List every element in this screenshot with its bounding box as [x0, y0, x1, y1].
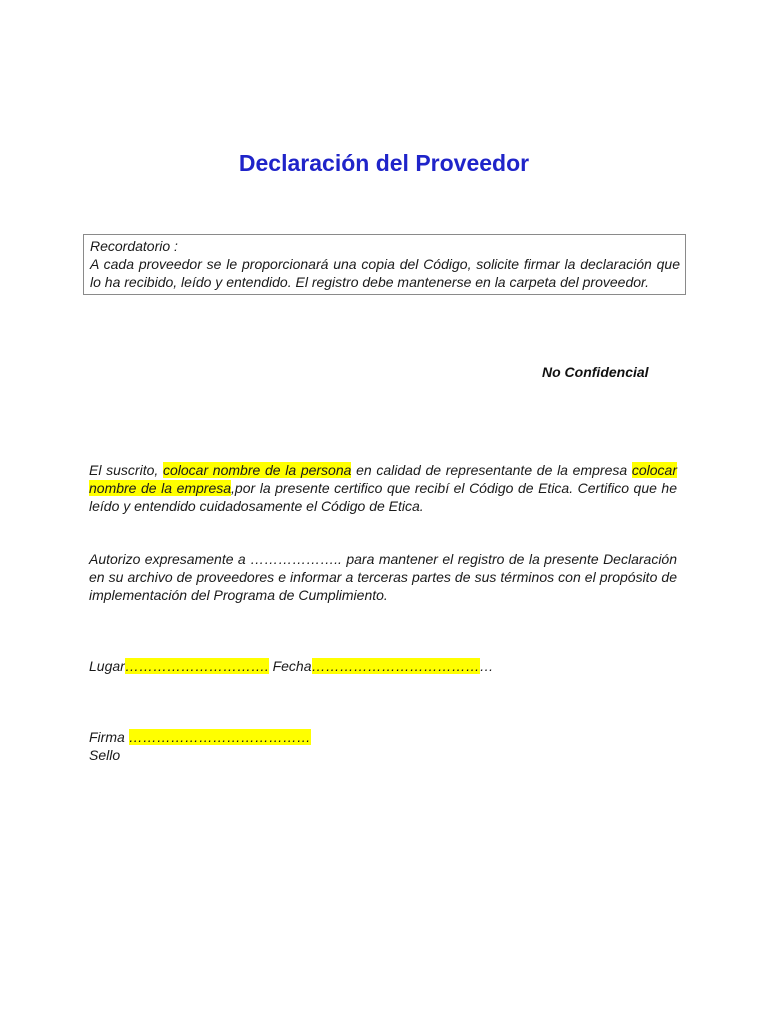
date-trailing-dots: …	[479, 658, 494, 674]
confidentiality-label: No Confidencial	[542, 364, 649, 380]
statement-suffix: ,por la presente certifico que recibí el Código de Etica. Certifico que he leído y entendido cuidadosamente el Código de Etica.	[89, 480, 678, 514]
place-field[interactable]: ………………………….	[124, 658, 269, 674]
place-date-line	[89, 657, 494, 675]
statement-prefix: El suscrito,	[89, 462, 163, 478]
statement-middle: en calidad de representante de la empresa	[351, 462, 632, 478]
signature-field[interactable]: …………………………………	[128, 729, 311, 745]
reminder-box	[83, 234, 686, 295]
person-name-placeholder[interactable]: colocar nombre de la persona	[162, 462, 352, 478]
seal-label: Sello	[89, 747, 121, 763]
signature-line	[89, 728, 311, 746]
date-label: Fecha	[268, 658, 312, 674]
place-label: Lugar	[89, 658, 125, 674]
reminder-text: A cada proveedor se le proporcionará una copia del Código, solicite firmar la declaración que lo ha recibido, leído y entendido. El registro debe mantenerse en la carpeta del proveedor.	[90, 256, 680, 290]
company-name-placeholder[interactable]: colocar nombre de la empresa	[89, 462, 677, 496]
reminder-label: Recordatorio :	[90, 238, 178, 254]
authorization-paragraph: Autorizo expresamente a ……………….. para mantener el registro de la presente Declaración en su archivo de proveedores e informar a terceras partes de sus términos con el propósito de implementación del Programa de Cumplimiento.	[89, 551, 677, 603]
signature-label: Firma	[89, 729, 129, 745]
date-field[interactable]: ………………………………	[311, 658, 480, 674]
page-title: Declaración del Proveedor	[238, 150, 530, 176]
statement-paragraph	[89, 461, 677, 515]
